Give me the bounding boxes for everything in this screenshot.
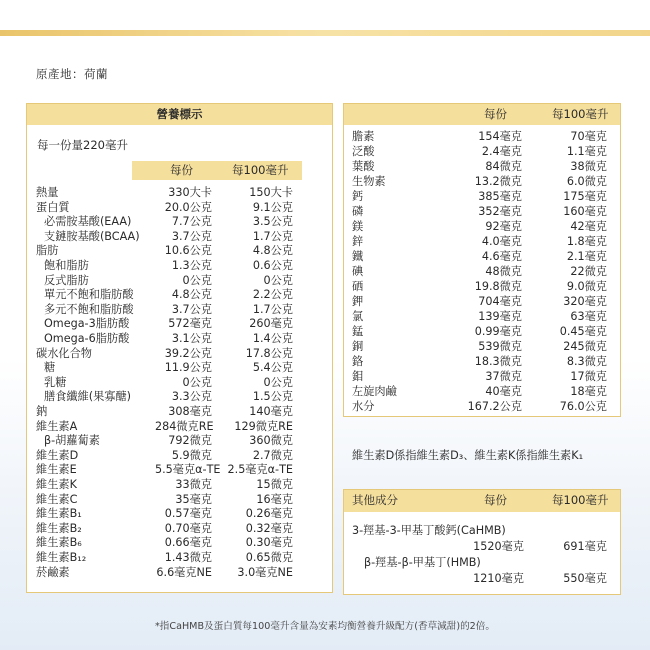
nutrient-name: 鈣 [352,190,364,203]
nutrient-per-serving: 4.6毫克 [481,250,522,263]
nutrient-per-100ml: 0.30毫克 [245,536,293,550]
top-gold-bar [0,30,650,36]
nutrient-name: 維生素B₆ [36,536,82,550]
left-nutrient-row [27,200,332,216]
nutrient-name: 膽素 [352,130,375,143]
left-nutrient-row [27,506,332,522]
nutrient-name: 左旋肉鹼 [352,385,397,398]
left-nutrient-row [27,492,332,508]
other-item-1-per-100ml: 691毫克 [563,540,607,553]
nutrient-per-serving: 1.43微克 [164,551,212,564]
nutrient-name: 鎂 [352,220,364,233]
nutrient-per-100ml: 9.0微克 [566,280,607,293]
other-item-1-per-serving: 1520毫克 [473,540,524,553]
nutrient-name: 維生素B₁ [36,507,82,521]
other-header [344,490,620,512]
left-nutrient-row [27,404,332,420]
left-nutrient-row [27,462,332,478]
nutrient-per-serving: 3.3公克 [171,390,212,404]
nutrition-facts-panel [26,103,333,593]
nutrient-per-100ml: 260毫克 [249,317,293,331]
nutrient-per-serving: 4.8公克 [171,288,212,302]
nutrient-per-100ml: 0.26毫克 [245,507,293,521]
nutrient-name: 銅 [352,340,364,353]
vitamin-note: 維生素D係指維生素D₃、維生素K係指維生素K₁ [352,449,584,462]
left-nutrient-row [27,316,332,332]
nutrient-per-serving: 0.57毫克 [164,507,212,521]
nutrient-per-100ml: 175毫克 [563,190,607,203]
right-nutrient-row [344,294,620,309]
right-nutrient-row [344,324,620,339]
nutrient-name: 氯 [352,310,364,323]
nutrient-per-100ml: 9.1公克 [252,200,293,214]
nutrient-per-serving: 5.5毫克α-TE [155,463,221,477]
nutrient-name: 泛酸 [352,145,375,158]
nutrient-per-100ml: 1.5公克 [252,390,293,404]
left-col-per-100ml: 每100毫升 [232,163,289,177]
nutrient-per-100ml: 18毫克 [570,385,607,398]
nutrient-name: 糖 [44,361,56,375]
nutrient-per-100ml: 1.4公克 [252,332,293,345]
nutrient-name: 菸鹼素 [36,565,70,579]
origin-label: 原產地：荷蘭 [36,67,108,81]
nutrient-name: 葉酸 [352,160,375,173]
nutrient-per-serving: 10.6公克 [164,244,212,258]
left-nutrient-row [27,287,332,303]
nutrient-per-100ml: 76.0公克 [559,400,607,413]
right-nutrient-row [344,204,620,219]
nutrient-per-100ml: 160毫克 [563,205,607,218]
right-nutrient-row [344,369,620,384]
nutrient-name: 鋅 [352,235,364,248]
nutrient-per-100ml: 360微克 [249,434,293,448]
nutrient-per-serving: 308毫克 [168,405,212,418]
nutrient-per-serving: 3.1公克 [171,332,212,345]
nutrient-per-100ml: 42毫克 [570,220,607,233]
right-nutrient-row [344,264,620,279]
left-column-header [132,161,302,180]
nutrient-per-100ml: 17微克 [570,370,607,383]
nutrient-name: 膳食纖維(果寡醣) [44,390,132,404]
nutrient-per-100ml: 22微克 [570,265,607,278]
nutrient-per-serving: 6.6毫克NE [156,565,212,579]
nutrient-name: 飽和脂肪 [44,259,89,272]
nutrient-per-100ml: 0公克 [263,375,293,389]
nutrient-per-serving: 48微克 [485,265,522,278]
left-nutrient-row [27,433,332,449]
right-nutrient-row [344,159,620,174]
nutrient-per-100ml: 2.2公克 [252,288,293,302]
nutrient-name: 水分 [352,400,375,413]
nutrient-per-serving: 792微克 [168,434,212,448]
nutrient-per-serving: 0.99毫克 [474,325,522,338]
nutrient-per-100ml: 0.32毫克 [245,521,293,535]
nutrient-per-serving: 0.66毫克 [164,536,212,550]
nutrient-per-serving: 352毫克 [478,205,522,218]
nutrient-per-100ml: 1.7公克 [252,302,293,316]
left-nutrient-row [27,448,332,464]
minerals-header [344,104,620,125]
right-nutrient-row [344,189,620,204]
nutrient-per-100ml: 0公克 [263,273,293,287]
nutrient-per-serving: 11.9公克 [164,361,212,375]
nutrient-per-serving: 572毫克 [168,317,212,331]
nutrient-per-100ml: 0.65微克 [245,551,293,564]
other-ingredients-panel [343,489,621,595]
other-title: 其他成分 [352,493,398,507]
nutrient-per-100ml: 8.3微克 [566,355,607,368]
left-nutrient-row [27,243,332,259]
nutrient-per-serving: 139毫克 [478,310,522,323]
nutrient-name: 鐵 [352,250,364,263]
nutrient-name: 磷 [352,205,364,218]
nutrient-per-serving: 7.7公克 [171,215,212,229]
other-col-per-100ml: 每100毫升 [552,493,609,507]
left-nutrient-row [27,360,332,376]
nutrient-per-serving: 704毫克 [478,295,522,308]
other-col-per-serving: 每份 [484,493,507,507]
right-nutrient-row [344,174,620,189]
right-nutrient-row [344,234,620,249]
nutrient-per-serving: 539微克 [478,340,522,353]
serving-size: 每一份量220毫升 [37,138,128,152]
nutrient-name: 維生素B₁₂ [36,551,87,564]
left-nutrient-row [27,389,332,405]
right-nutrient-row [344,129,620,144]
nutrient-per-100ml: 150大卡 [249,186,293,199]
right-nutrient-row [344,339,620,354]
right-nutrient-row [344,354,620,369]
nutrient-per-serving: 0公克 [182,273,212,287]
nutrient-per-serving: 385毫克 [478,190,522,203]
nutrient-per-serving: 33微克 [175,478,212,491]
nutrient-per-serving: 3.7公克 [171,229,212,243]
nutrient-name: 熱量 [36,186,59,199]
nutrient-name: Omega-6脂肪酸 [44,332,130,345]
left-nutrient-row [27,185,332,201]
nutrient-name: 碳水化合物 [36,346,92,360]
right-nutrient-row [344,399,620,414]
nutrient-name: 乳糖 [44,375,67,389]
nutrient-name: β-胡蘿蔔素 [44,434,100,448]
nutrient-name: 生物素 [352,175,386,188]
footnote: *指CaHMB及蛋白質每100毫升含量為安素均衡營養升級配方(香草減甜)的2倍。 [155,621,495,632]
nutrient-name: 鉻 [352,355,364,368]
nutrient-per-100ml: 3.5公克 [252,215,293,229]
right-nutrient-row [344,219,620,234]
other-item-2-per-serving: 1210毫克 [473,572,524,585]
nutrient-per-serving: 19.8微克 [474,280,522,293]
nutrient-per-100ml: 2.1毫克 [566,250,607,263]
left-nutrient-row [27,550,332,566]
nutrient-per-serving: 154毫克 [478,130,522,143]
nutrient-per-100ml: 6.0微克 [566,175,607,188]
nutrient-name: 維生素D [36,448,79,462]
left-nutrient-row [27,375,332,391]
nutrient-name: 單元不飽和脂肪酸 [44,288,134,302]
nutrient-per-100ml: 0.6公克 [252,259,293,272]
left-nutrient-row [27,229,332,245]
nutrient-name: 鉬 [352,370,364,383]
nutrient-name: 必需胺基酸(EAA) [44,215,132,229]
left-nutrient-row [27,258,332,274]
nutrient-per-serving: 0公克 [182,375,212,389]
nutrient-per-100ml: 70毫克 [570,130,607,143]
nutrient-name: 錳 [352,325,364,338]
right-col-per-100ml: 每100毫升 [552,107,609,121]
nutrient-per-serving: 39.2公克 [164,346,212,360]
nutrient-per-serving: 1.3公克 [171,259,212,272]
nutrient-name: 鉀 [352,295,364,308]
nutrient-per-100ml: 1.8毫克 [566,235,607,248]
nutrient-per-100ml: 245微克 [563,340,607,353]
nutrient-name: 維生素E [36,463,77,477]
nutrient-per-100ml: 4.8公克 [252,244,293,258]
nutrient-per-100ml: 38微克 [570,160,607,173]
nutrient-per-serving: 3.7公克 [171,302,212,316]
right-nutrient-row [344,384,620,399]
nutrient-per-serving: 0.70毫克 [164,521,212,535]
nutrient-per-serving: 5.9微克 [171,448,212,462]
nutrient-name: 硒 [352,280,364,293]
left-col-per-serving: 每份 [170,163,193,177]
nutrient-name: 維生素A [36,419,78,433]
nutrient-name: 鈉 [36,405,48,418]
nutrient-name: 蛋白質 [36,200,70,214]
nutrient-per-serving: 284微克RE [155,419,214,433]
other-item-2-name: β-羥基-β-甲基丁(HMB) [364,556,481,569]
nutrient-per-serving: 37微克 [485,370,522,383]
nutrient-name: 維生素C [36,492,78,506]
nutrient-per-serving: 40毫克 [485,385,522,398]
nutrient-per-serving: 13.2微克 [474,175,522,188]
right-nutrient-row [344,144,620,159]
nutrient-per-100ml: 15微克 [256,478,293,491]
nutrient-name: Omega-3脂肪酸 [44,317,130,331]
nutrient-name: 碘 [352,265,364,278]
nutrient-per-100ml: 2.7微克 [252,448,293,462]
nutrient-per-100ml: 3.0毫克NE [237,565,293,579]
nutrient-per-100ml: 63毫克 [570,310,607,323]
nutrient-name: 脂肪 [36,244,59,258]
other-item-2-per-100ml: 550毫克 [563,572,607,585]
left-nutrient-row [27,302,332,318]
left-nutrient-row [27,346,332,362]
left-nutrient-row [27,535,332,551]
nutrient-per-serving: 84微克 [485,160,522,173]
nutrient-per-serving: 4.0毫克 [481,235,522,248]
nutrient-per-100ml: 5.4公克 [252,361,293,375]
right-nutrient-row [344,309,620,324]
minerals-panel [343,103,621,417]
left-nutrient-row [27,521,332,537]
nutrient-per-100ml: 16毫克 [256,492,293,506]
right-col-per-serving: 每份 [484,107,507,121]
left-nutrient-row [27,331,332,347]
nutrient-per-serving: 167.2公克 [467,400,522,413]
nutrient-per-serving: 18.3微克 [474,355,522,368]
nutrient-name: 維生素K [36,478,77,491]
left-nutrient-row [27,565,332,581]
right-nutrient-row [344,249,620,264]
nutrient-per-serving: 92毫克 [485,220,522,233]
nutrient-per-serving: 2.4毫克 [481,145,522,158]
left-nutrient-row [27,477,332,493]
nutrient-name: 多元不飽和脂肪酸 [44,302,134,316]
nutrient-name: 維生素B₂ [36,521,82,535]
left-nutrient-row [27,273,332,289]
left-nutrient-row [27,214,332,230]
nutrient-per-100ml: 0.45毫克 [559,325,607,338]
nutrient-per-100ml: 2.5毫克α-TE [227,463,293,477]
nutrient-per-100ml: 140毫克 [249,405,293,418]
nutrient-per-100ml: 1.1毫克 [566,145,607,158]
nutrient-per-serving: 330大卡 [168,186,212,199]
nutrient-per-serving: 20.0公克 [164,200,212,214]
nutrient-name: 支鏈胺基酸(BCAA) [44,229,140,243]
nutrient-per-serving: 35毫克 [175,492,212,506]
left-nutrient-row [27,419,332,435]
other-item-1-name: 3-羥基-3-甲基丁酸鈣(CaHMB) [352,524,506,537]
nutrient-per-100ml: 17.8公克 [245,346,293,360]
nutrient-per-100ml: 129微克RE [234,419,293,433]
right-nutrient-row [344,279,620,294]
nutrient-per-100ml: 1.7公克 [252,229,293,243]
nutrient-name: 反式脂肪 [44,273,89,287]
nutrition-title: 營養標示 [27,104,332,125]
nutrient-per-100ml: 320毫克 [563,295,607,308]
